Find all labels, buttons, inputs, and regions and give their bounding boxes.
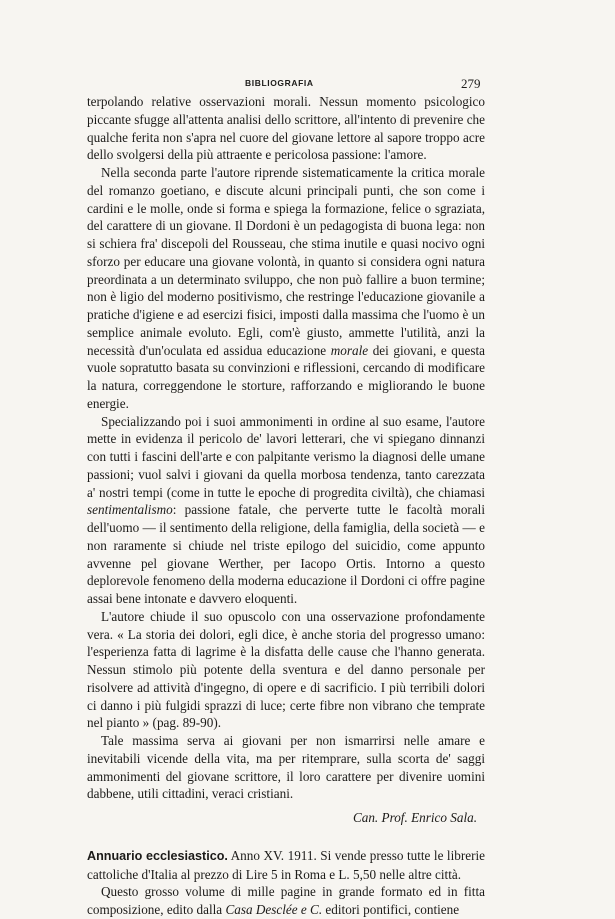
paragraph: terpolando relative osservazioni morali. Nessun momento psicologico piccante sfugge all'attenta analisi dello scrittore, all'intento di prevenire che qualche ferita non s'apra nel cuore del giovane lettore al sapore troppo acre dello svolgersi della più attraente e pericolosa passione: l'amore.	[87, 94, 485, 163]
page-number: 279	[461, 76, 481, 91]
paragraph-text: dei giovani, e questa vuole sopratutto basata su convinzioni e riflessioni, cercando di modificare la natura, correggendone le storture, rafforzando e migliorando le buone energie.	[87, 342, 486, 411]
entry-text: Anno XV. 1911. Si vende presso tutte le librerie cattoliche d'Italia al prezzo di Lire 5 in Roma e L. 5,50 nelle altre città.	[87, 847, 485, 882]
paragraph	[87, 883, 485, 919]
emphasis: sentimentalismo	[87, 502, 173, 518]
emphasis: morale	[330, 342, 369, 358]
signature: Can. Prof. Enrico Sala.	[352, 810, 477, 825]
bibliography-entry	[87, 847, 485, 884]
paragraph: Tale massima serva ai giovani per non ismarrirsi nelle amare e inevitabili vicende della vita, ma per ritemprare, sulla scorta de' saggi ammonimenti del giovane scrittore, il loro carattere per divenire uomini dabbene, utili cittadini, veraci cristiani.	[87, 733, 485, 802]
paragraph: L'autore chiude il suo opuscolo con una osservazione profondamente vera. « La storia dei dolori, egli dice, è anche storia del progresso umano: l'esperienza fatta di lagrime è la disfatta delle cause che l'hanno generata. Nessun stimolo più potente della sventura e del danno personale per risolvere ad attività d'ingegno, di opere e di sacrificio. I più terribili dolori ci danno i più fulgidi sprazzi di luce; certe fibre non vibrano che temprate nel pianto » (pag. 89-90).	[87, 608, 485, 731]
emphasis: Casa Desclée e C.	[225, 902, 323, 917]
page-header	[0, 76, 615, 92]
paragraph-text: editori pontifici, contiene	[322, 902, 460, 917]
paragraph-text: Questo grosso volume di mille pagine in grande formato ed in fitta composizione, edito dalla	[87, 884, 485, 917]
paragraph-text: : passione fatale, che perverte tutte le facoltà morali dell'uomo — il sentimento della religione, della famiglia, della società — e non raramente si chiude nel triste epilogo del suicidio, come appunto avvenne pel giovane Werther, per Iacopo Ortis. Intorno a questo deplorevole fenomeno della moderna educazione il Dordoni ci offre pagine assai bene intonate e davvero eloquenti.	[87, 502, 485, 606]
running-head: BIBLIOGRAFIA	[245, 78, 314, 88]
paragraph	[87, 413, 485, 608]
entry-title: Annuario ecclesiastico.	[87, 848, 228, 863]
page-body	[87, 93, 485, 919]
paragraph-text: Nella seconda parte l'autore riprende sistematicamente la critica morale del romanzo goetiano, e discute alcuni principali punti, che son come i cardini e le molle, onde si forma e spiega la formazione, felice o sgraziata, del carattere di un giovane. Il Dordoni è un pedagogista di buona lega: non si schiera fra' discepoli del Rousseau, che stima inutile e quasi nocivo ogni sforzo per educare una giovane volontà, in quanto si considera ogni natura preordinata a un determinato sviluppo, che non può fallire a buon termine; non è ligio del moderno positivismo, che restringe l'educazione giovanile a pratiche d'igiene e ad esercizi fisici, imposti dalla massima che l'uomo è un semplice animale evoluto. Egli, com'è giusto, ammette l'utilità, anzi la necessità d'un'oculata ed assidua educazione	[87, 165, 485, 358]
paragraph	[87, 164, 485, 413]
paragraph-text: Specializzando poi i suoi ammonimenti in ordine al suo esame, l'autore mette in evidenza il pericolo de' lavori letterari, che vi spiegano dinnanzi con tutti i fascini dell'arte e con palpitante verismo la diagnosi delle umane passioni; vuol salvi i giovani da quella morbosa tendenza, tanto carezzata a' nostri tempi (come in tutte le epoche di progredita civiltà), che chiamasi	[87, 413, 485, 500]
